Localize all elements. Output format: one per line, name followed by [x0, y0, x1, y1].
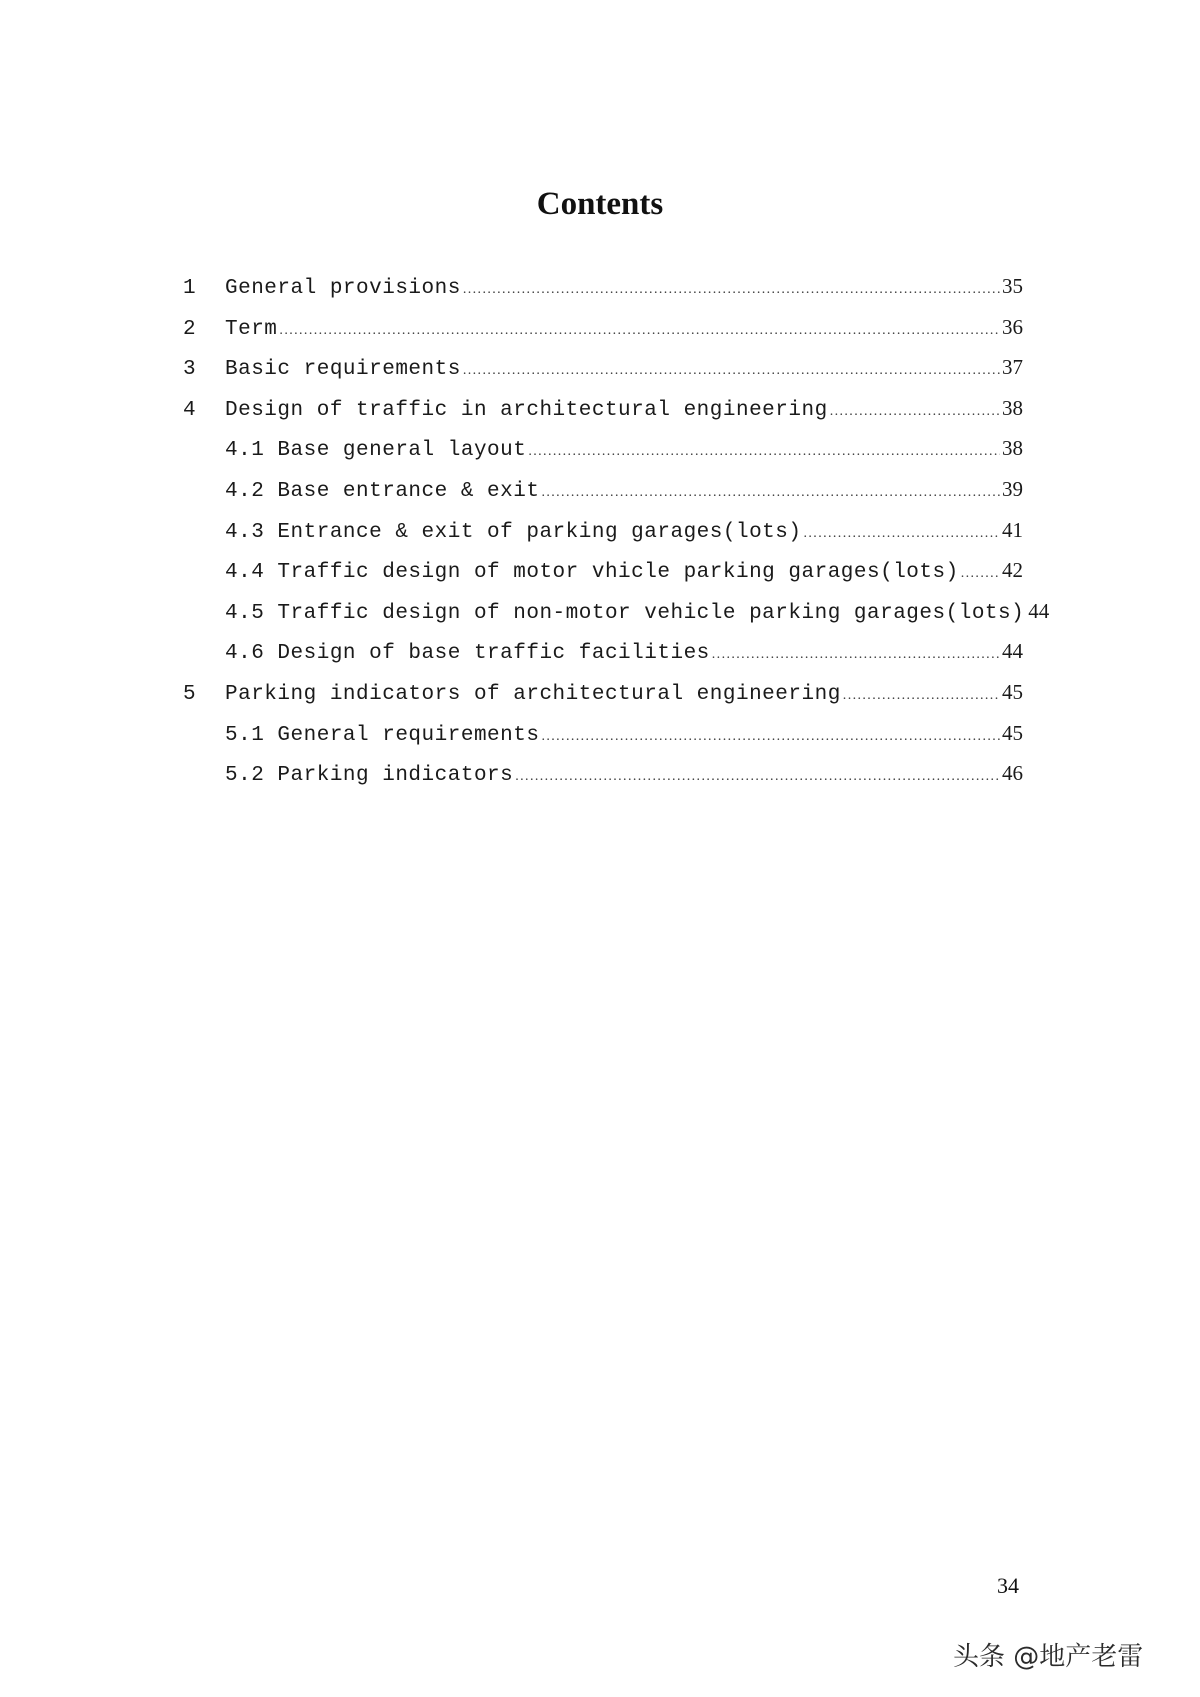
toc-entry-title: 4.4 Traffic design of motor vhicle parking garages(lots) [225, 561, 959, 585]
dot-leader [843, 688, 1000, 704]
toc-entry-page: 38 [1002, 395, 1023, 420]
toc-entry-title: General provisions [225, 277, 461, 300]
toc-entry-2[interactable] [183, 315, 1023, 356]
dot-leader [541, 729, 1000, 745]
toc-entry-title: 4.2 Base entrance & exit [225, 479, 540, 503]
toc-entry-page: 35 [1002, 274, 1023, 298]
dot-leader [712, 647, 1000, 663]
toc-entry-4-6[interactable] [183, 639, 1023, 680]
toc-entry-title: Basic requirements [225, 358, 461, 382]
dot-leader [463, 282, 1000, 298]
toc-entry-page: 37 [1002, 355, 1023, 380]
toc-entry-4-2[interactable] [183, 477, 1023, 518]
toc-entry-4-1[interactable] [183, 436, 1023, 477]
toc-entry-title: 4.6 Design of base traffic facilities [225, 642, 710, 666]
page-title: Contents [536, 186, 664, 222]
toc-entry-number: 3 [183, 358, 197, 382]
watermark-text: 头条 @地产老雷 [953, 1642, 1144, 1672]
dot-leader [463, 363, 1000, 379]
dot-leader [830, 404, 1000, 420]
dot-leader [541, 485, 1000, 501]
table-of-contents [183, 274, 1050, 802]
toc-entry-5-2[interactable] [183, 761, 1023, 802]
toc-entry-3[interactable] [183, 355, 1023, 396]
toc-entry-page: 41 [1002, 517, 1023, 542]
dot-leader [804, 526, 1001, 542]
toc-entry-4-4[interactable] [183, 558, 1023, 599]
toc-entry-page: 44 [1028, 598, 1050, 623]
dot-leader [279, 323, 1000, 339]
toc-entry-1[interactable] [183, 274, 1023, 315]
dot-leader [515, 769, 1000, 785]
toc-entry-title: 4.3 Entrance & exit of parking garages(lots) [225, 520, 802, 544]
toc-entry-5-1[interactable] [183, 721, 1023, 762]
dot-leader [961, 566, 1000, 582]
toc-entry-page: 42 [1002, 558, 1023, 583]
toc-entry-page: 46 [1002, 761, 1023, 786]
toc-entry-title: Design of traffic in architectural engineering [225, 398, 828, 422]
toc-entry-title: 5.1 General requirements [225, 723, 540, 747]
toc-entry-title: 4.5 Traffic design of non-motor vehicle parking garages(lots) [225, 601, 1025, 625]
toc-entry-5[interactable] [183, 680, 1023, 721]
toc-entry-4-3[interactable] [183, 518, 1023, 559]
toc-entry-title: Parking indicators of architectural engineering [225, 682, 841, 706]
toc-entry-page: 38 [1002, 436, 1023, 461]
toc-entry-page: 45 [1002, 679, 1023, 704]
toc-entry-title: Term [225, 317, 278, 341]
toc-entry-number: 5 [183, 682, 197, 706]
toc-entry-4-5[interactable] [183, 598, 1050, 640]
toc-entry-title: 4.1 Base general layout [225, 439, 527, 463]
toc-entry-number: 2 [183, 317, 197, 341]
toc-entry-page: 39 [1002, 476, 1023, 501]
toc-entry-page: 45 [1002, 720, 1023, 745]
toc-entry-number: 4 [183, 398, 197, 422]
toc-entry-number: 1 [183, 277, 197, 300]
toc-entry-page: 44 [1002, 639, 1023, 664]
dot-leader [528, 444, 1000, 460]
toc-entry-4[interactable] [183, 396, 1023, 437]
toc-entry-page: 36 [1002, 314, 1023, 339]
page-number: 34 [997, 1573, 1019, 1598]
toc-entry-title: 5.2 Parking indicators [225, 764, 514, 788]
